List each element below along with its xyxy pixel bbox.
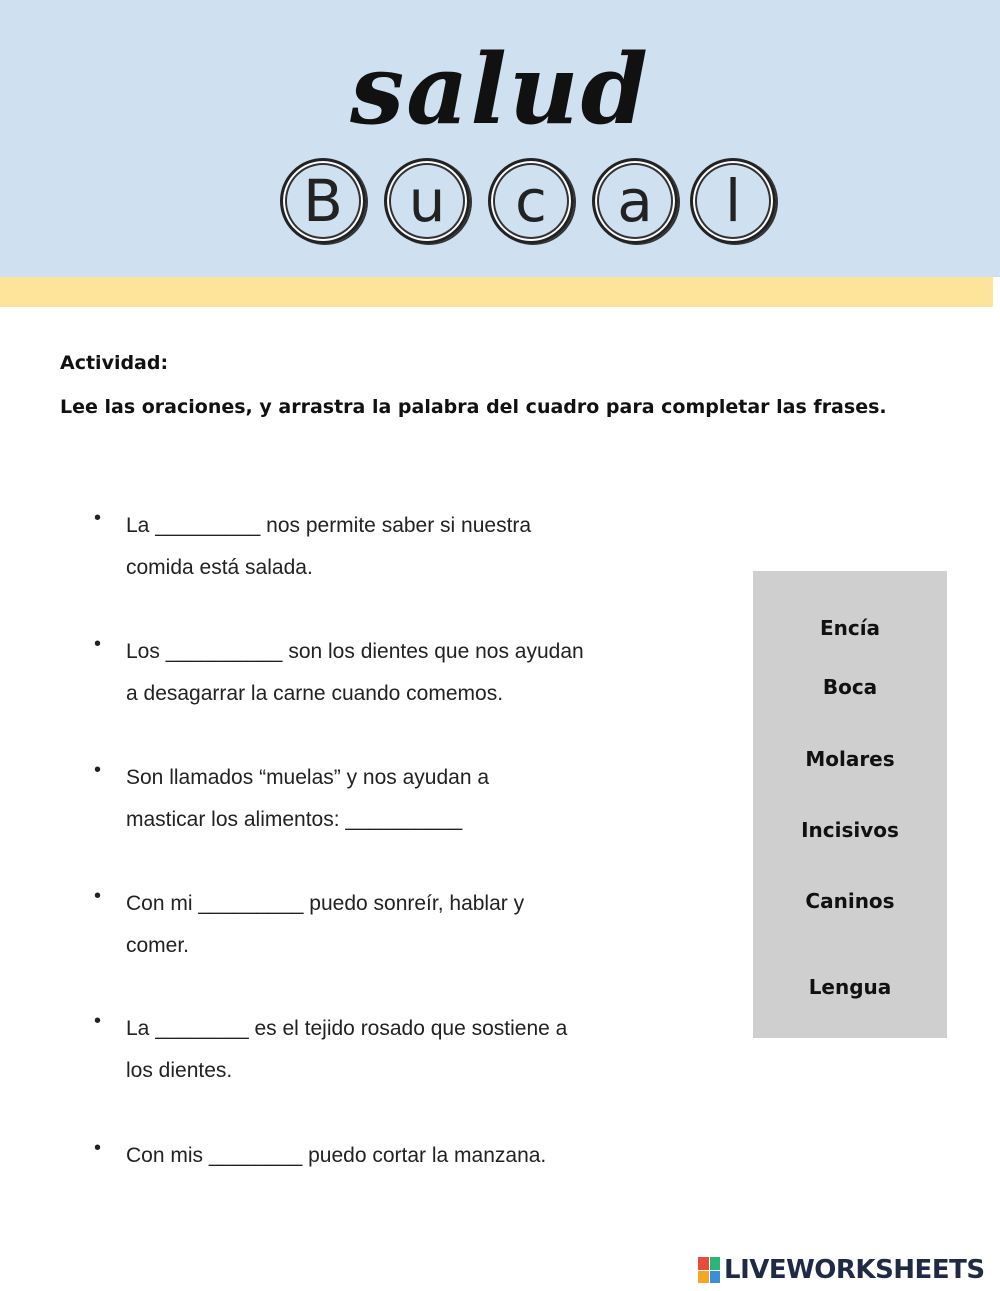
draggable-word[interactable]: Molares (805, 747, 895, 771)
logo-square (698, 1271, 709, 1284)
bullet-icon: • (94, 507, 102, 529)
brand-name: LIVEWORKSHEETS (724, 1255, 985, 1285)
bullet-icon: • (94, 759, 102, 781)
list-item (126, 883, 666, 967)
logo-square (710, 1257, 721, 1270)
sentence-line: comida está salada. (126, 556, 313, 579)
sentence-line: Son llamados “muelas” y nos ayudan a (126, 766, 490, 789)
sentence-line[interactable]: Con mi _________ puedo sonreír, hablar y (126, 892, 525, 915)
bullet-icon: • (94, 633, 102, 655)
bullet-icon: • (94, 1137, 102, 1159)
circle-letter: a (592, 158, 678, 244)
bullet-icon: • (94, 885, 102, 907)
liveworksheets-logo-icon (698, 1257, 720, 1283)
sentence-line: a desagarrar la carne cuando comemos. (126, 682, 504, 705)
activity-instructions: Lee las oraciones, y arrastra la palabra del cuadro para completar las frases. (60, 396, 887, 418)
draggable-word[interactable]: Incisivos (801, 818, 899, 842)
circle-letter: c (488, 158, 574, 244)
page-title: salud (350, 33, 650, 146)
logo-square (710, 1271, 721, 1284)
draggable-word[interactable]: Encía (819, 616, 881, 640)
list-item (126, 1008, 666, 1092)
logo-square (698, 1257, 709, 1270)
sentence-line[interactable]: La ________ es el tejido rosado que sostiene a (126, 1017, 568, 1040)
list-item (126, 505, 666, 589)
list-item (126, 631, 666, 715)
draggable-word[interactable]: Lengua (808, 975, 892, 999)
sentence-line: comer. (126, 934, 190, 957)
draggable-word[interactable]: Caninos (805, 889, 895, 913)
activity-label: Actividad: (60, 352, 169, 374)
bullet-icon: • (94, 1010, 102, 1032)
draggable-word[interactable]: Boca (822, 675, 878, 699)
list-item (126, 1135, 666, 1177)
circle-letter: u (384, 158, 470, 244)
sentence-line[interactable]: Los __________ son los dientes que nos ayudan (126, 640, 584, 663)
sentence-line[interactable]: masticar los alimentos: __________ (126, 808, 463, 831)
sentence-line[interactable]: Con mis ________ puedo cortar la manzana. (126, 1144, 547, 1167)
list-item (126, 757, 666, 841)
sentence-line: los dientes. (126, 1059, 233, 1082)
sentence-line[interactable]: La _________ nos permite saber si nuestra (126, 514, 532, 537)
brand-footer[interactable] (698, 1254, 985, 1286)
word-bank (753, 571, 947, 1038)
circle-letter: l (690, 158, 776, 244)
circle-letter: B (280, 158, 366, 244)
